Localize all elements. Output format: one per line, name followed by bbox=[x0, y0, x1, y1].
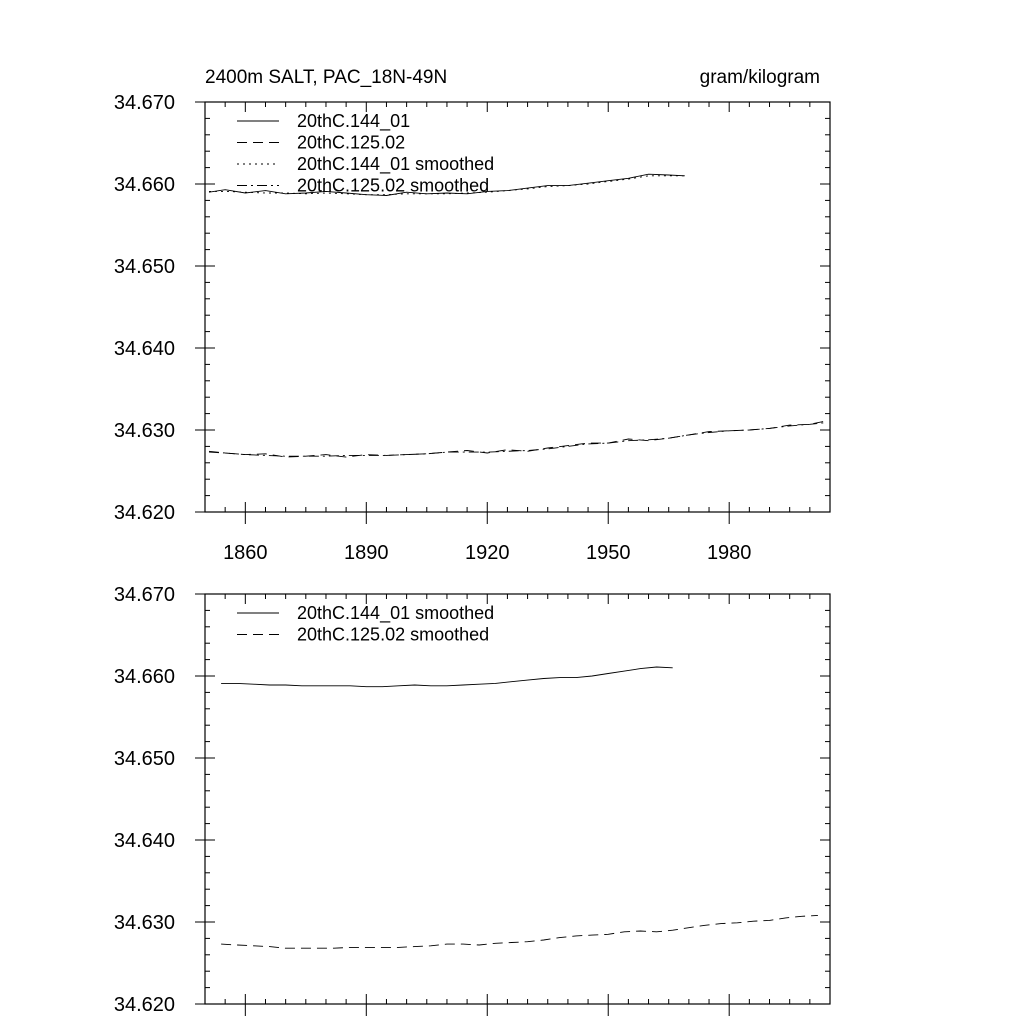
top-legend-label: 20thC.125.02 smoothed bbox=[297, 175, 490, 196]
bottom-legend-label: 20thC.125.02 smoothed bbox=[297, 624, 490, 645]
top-x-tick-label: 1920 bbox=[465, 542, 510, 564]
bottom-panel bbox=[114, 584, 830, 1016]
top-x-tick-label: 1890 bbox=[344, 542, 389, 564]
top-x-tick-label: 1950 bbox=[585, 542, 631, 564]
bottom-y-tick-label: 34.620 bbox=[113, 994, 175, 1016]
bottom-y-tick-label: 34.640 bbox=[113, 830, 175, 852]
top-series-20thc-125-02-smoothed bbox=[209, 423, 826, 457]
top-x-tick-label: 1980 bbox=[706, 542, 752, 564]
bottom-series-20thc-144-01-smoothed bbox=[221, 667, 673, 687]
top-y-tick-label: 34.630 bbox=[113, 420, 175, 442]
top-panel bbox=[114, 67, 830, 564]
bottom-series-20thc-125-02-smoothed bbox=[221, 915, 818, 948]
top-y-tick-label: 34.650 bbox=[113, 256, 175, 278]
top-legend-label: 20thC.144_01 bbox=[297, 111, 411, 131]
bottom-y-tick-label: 34.670 bbox=[113, 584, 175, 606]
chart-title: 2400m SALT, PAC_18N-49N bbox=[205, 67, 448, 88]
bottom-y-tick-label: 34.650 bbox=[113, 748, 175, 770]
top-legend-label: 20thC.144_01 smoothed bbox=[297, 154, 495, 174]
units-label: gram/kilogram bbox=[699, 67, 820, 88]
bottom-y-tick-label: 34.630 bbox=[113, 912, 175, 934]
bottom-legend-label: 20thC.144_01 smoothed bbox=[297, 603, 495, 623]
bottom-y-tick-label: 34.660 bbox=[113, 666, 175, 688]
top-series-20thc-125-02 bbox=[209, 421, 826, 457]
top-y-tick-label: 34.640 bbox=[113, 338, 175, 360]
top-y-tick-label: 34.670 bbox=[113, 92, 175, 114]
top-legend-label: 20thC.125.02 bbox=[297, 132, 406, 153]
top-y-tick-label: 34.660 bbox=[113, 174, 175, 196]
top-y-tick-label: 34.620 bbox=[113, 502, 175, 524]
top-x-tick-label: 1860 bbox=[223, 542, 268, 564]
